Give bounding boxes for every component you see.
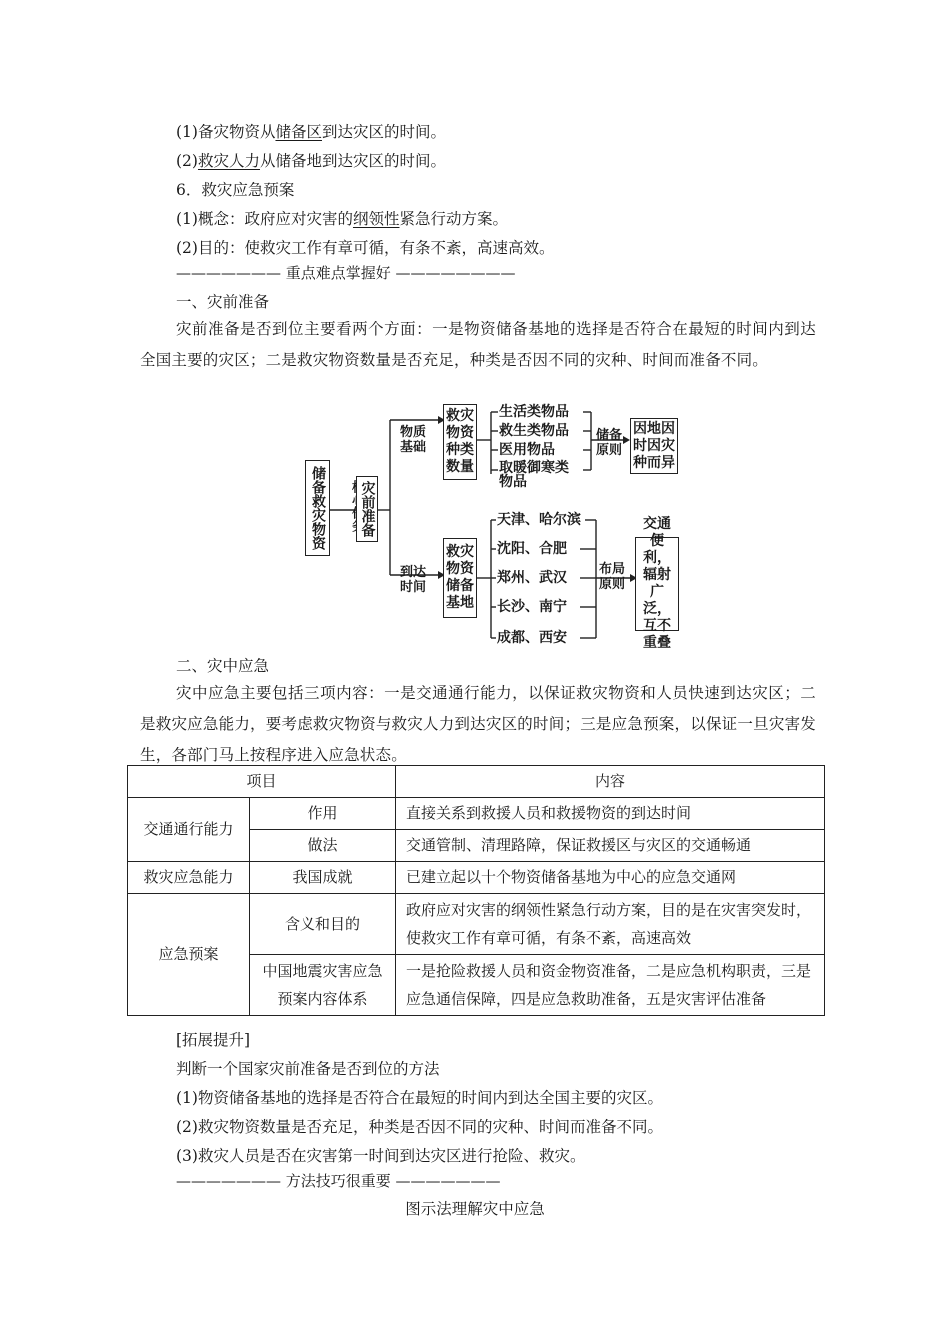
preparation-diagram <box>300 400 690 650</box>
emergency-table <box>127 765 825 1016</box>
section-paragraph: 灾前准备是否到位主要看两个方面：一是物资储备基地的选择是否符合在最短的时间内到达全国主要的灾区；二是救灾物资数量是否充足，种类是否因不同的灾种、时间而准备不同。 <box>140 320 816 369</box>
upper-category-box: 救灾物资种类数量 <box>443 404 477 480</box>
table-row <box>128 798 825 830</box>
lower-list-item: 郑州、武汉 <box>497 570 567 586</box>
row-content: 一是抢险救援人员和资金物资准备，二是应急机构职责，三是应急通信保障，四是应急救助准备，五是灾害评估准备 <box>396 955 825 1016</box>
section-paragraph: 灾中应急主要包括三项内容：一是交通通行能力，以保证救灾物资和人员快速到达灾区；二是救灾应急能力，要考虑救灾物资与救灾人力到达灾区的时间；三是应急预案，以保证一旦灾害发生，各部门马上按程序进入应急状态。 <box>140 684 816 764</box>
lower-list-item: 长沙、南宁 <box>497 599 567 615</box>
upper-list-item: 救生类物品 <box>499 423 569 439</box>
figure-caption: 图示法理解灾中应急 <box>405 1200 545 1218</box>
underlined-term: 纲领性 <box>352 210 400 228</box>
underlined-term: 救灾人力 <box>197 152 260 170</box>
extension-item: (3)救灾人员是否在灾害第一时间到达灾区进行抢险、救灾。 <box>176 1147 586 1165</box>
lower-category-box: 救灾物资储备基地 <box>443 538 477 618</box>
row-content: 交通管制、清理路障，保证救援区与灾区的交通畅通 <box>396 830 825 862</box>
lower-list-item: 天津、哈尔滨 <box>497 512 581 528</box>
extension-tag: [拓展提升] <box>176 1031 251 1049</box>
item-storage-time <box>176 122 446 142</box>
extension-item: (2)救灾物资数量是否充足，种类是否因不同的灾种、时间而准备不同。 <box>176 1118 663 1136</box>
row-subitem: 中国地震灾害应急预案内容体系 <box>250 955 396 1016</box>
item-text: 到达灾区的时间。 <box>321 123 446 141</box>
row-subitem: 作用 <box>250 798 396 830</box>
underlined-term: 储备区 <box>275 123 322 141</box>
extension-title: 判断一个国家灾前准备是否到位的方法 <box>176 1060 440 1078</box>
item-text: (2) <box>176 152 198 170</box>
item-text: (1)概念：政府应对灾害的 <box>176 210 353 228</box>
header-item: 项目 <box>128 766 396 798</box>
root-box: 储备救灾物资 <box>305 460 330 556</box>
section-divider: ——————— 重点难点掌握好 ———————— <box>176 264 516 282</box>
row-subitem: 我国成就 <box>250 862 396 894</box>
item-text: 紧急行动方案。 <box>399 210 508 228</box>
upper-principle-box: 因地因时因灾种而异 <box>630 418 678 474</box>
item-text: (1)备灾物资从 <box>176 123 276 141</box>
row-content: 政府应对灾害的纲领性紧急行动方案，目的是在灾害突发时，使救灾工作有章可循，有条不紊，高速高效 <box>396 894 825 955</box>
upper-list-item: 医用物品 <box>499 442 555 458</box>
table-row <box>128 862 825 894</box>
row-content: 已建立起以十个物资储备基地为中心的应急交通网 <box>396 862 825 894</box>
upper-principle-label: 储备原则 <box>596 428 623 458</box>
row-subitem: 做法 <box>250 830 396 862</box>
row-group: 应急预案 <box>128 894 250 1016</box>
table-header-row <box>128 766 825 798</box>
row-group: 交通通行能力 <box>128 798 250 862</box>
section-divider: ——————— 方法技巧很重要 ——————— <box>176 1172 501 1190</box>
item-manpower-time <box>176 151 446 171</box>
lower-list-item: 沈阳、合肥 <box>497 541 567 557</box>
header-content: 内容 <box>396 766 825 798</box>
item-text: 从储备地到达灾区的时间。 <box>259 152 446 170</box>
section-heading: 二、灾中应急 <box>176 657 270 675</box>
extension-item: (1)物资储备基地的选择是否符合在最短的时间内到达全国主要的灾区。 <box>176 1089 663 1107</box>
table-row <box>128 894 825 955</box>
lower-principle-box: 交通便利，辐射广泛，互不重叠 <box>635 537 679 631</box>
row-subitem: 含义和目的 <box>250 894 396 955</box>
heading-emergency-plan: 6．救灾应急预案 <box>176 181 295 199</box>
lower-principle-label: 布局原则 <box>599 562 626 592</box>
center-box: 灾前准备 <box>356 476 378 542</box>
lower-list-item: 成都、西安 <box>497 630 567 646</box>
row-group: 救灾应急能力 <box>128 862 250 894</box>
upper-list-item: 取暖御寒类物品 <box>498 461 580 489</box>
item-concept <box>176 209 508 229</box>
upper-list-item: 生活类物品 <box>499 404 569 420</box>
row-content: 直接关系到救援人员和救援物资的到达时间 <box>396 798 825 830</box>
lower-branch-label: 到达时间 <box>400 565 427 595</box>
item-purpose: (2)目的：使救灾工作有章可循，有条不紊，高速高效。 <box>176 239 555 257</box>
section-heading: 一、灾前准备 <box>176 293 270 311</box>
upper-branch-label: 物质基础 <box>400 425 427 455</box>
